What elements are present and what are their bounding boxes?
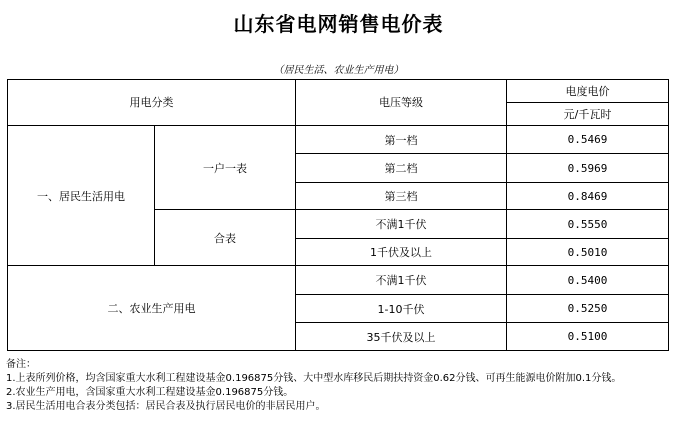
price-cell: 0.8469 [507,182,669,210]
price-cell: 0.5969 [507,154,669,183]
header-voltage-level: 电压等级 [296,80,507,126]
price-cell: 0.5010 [507,238,669,266]
table-row [8,125,669,154]
voltage-level-cell: 第二档 [296,154,507,183]
note-item: 2.农业生产用电，含国家重大水利工程建设基金0.196875分钱。 [6,387,294,398]
page-subtitle: （居民生活、农业生产用电） [273,65,404,76]
voltage-level-cell: 第三档 [296,182,507,210]
header-category: 用电分类 [8,80,296,126]
price-cell: 0.5469 [507,125,669,154]
table-row [8,266,669,295]
voltage-level-cell: 1-10千伏 [296,294,507,323]
notes-heading: 备注： [6,359,36,370]
voltage-level-cell: 35千伏及以上 [296,323,507,351]
category-agriculture: 二、农业生产用电 [8,266,296,351]
subcategory-single-meter: 一户一表 [155,125,296,210]
price-cell: 0.5250 [507,294,669,323]
note-item: 3.居民生活用电合表分类包括：居民合表及执行居民电价的非居民用户。 [6,401,326,412]
price-cell: 0.5400 [507,266,669,295]
category-residential: 一、居民生活用电 [8,125,155,266]
header-unit: 元/千瓦时 [507,103,669,125]
price-cell: 0.5550 [507,210,669,239]
voltage-level-cell: 第一档 [296,125,507,154]
voltage-level-cell: 1千伏及以上 [296,238,507,266]
note-item: 1.上表所列价格，均含国家重大水利工程建设基金0.196875分钱、大中型水库移民后期扶持资金0.62分钱、可再生能源电价附加0.1分钱。 [6,373,622,384]
price-cell: 0.5100 [507,323,669,351]
voltage-level-cell: 不满1千伏 [296,266,507,295]
electricity-price-table [7,79,669,351]
header-price: 电度电价 [507,80,669,103]
voltage-level-cell: 不满1千伏 [296,210,507,239]
subcategory-combined-meter: 合表 [155,210,296,266]
notes [6,358,674,414]
page-title: 山东省电网销售电价表 [233,12,444,36]
